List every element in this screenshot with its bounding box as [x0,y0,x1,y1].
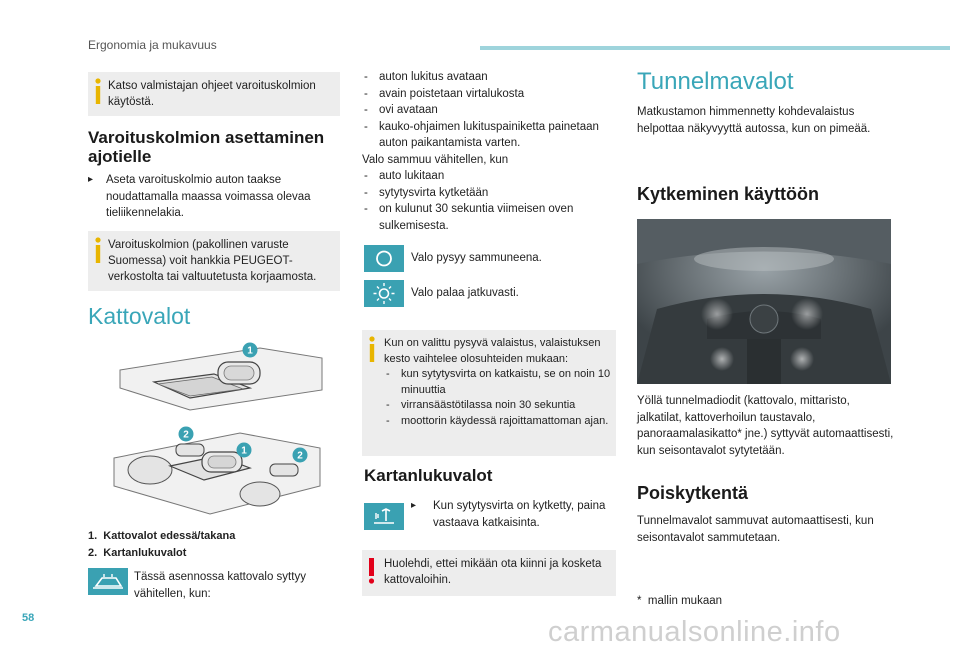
light-on-icon [364,280,404,307]
list-item: - ovi avataan [362,102,617,119]
badge-2 [179,427,194,442]
list-item: - kun sytytysvirta on katkaistu, se on noin 10 minuuttia [384,367,612,398]
light-off-icon [364,245,404,272]
duration-list [384,367,612,429]
page-number: 58 [22,612,35,624]
ceiling-lights-illustration [110,338,330,518]
list-item: - sytytysvirta kytketään [362,185,617,202]
svg-text:1: 1 [241,445,247,457]
light-off-text: Valo pysyy sammuneena. [411,252,542,264]
warning-note [362,550,616,596]
reading-light-icon [364,503,404,530]
ambient-lighting-photo [637,219,891,384]
watermark: carmanualsonline.info [548,616,841,648]
door-switch-icon [88,568,128,595]
list-item: - auto lukitaan [362,168,617,185]
list-item: - on kulunut 30 sekuntia viimeisen oven sulkemisesta. [362,201,617,234]
svg-text:1: 1 [247,345,253,357]
warning-triangle-heading: Varoituskolmion asettaminen ajotielle [88,128,325,166]
kytkeminen-text: Yöllä tunnelmadiodit (kattovalo, mittaristo, jalkatilat, kattoverhoilun taustavalo, panoraamalasikatto* jne.) syttyvät automaattisesti, kun seisontavalot sytytetään. [637,395,894,457]
exclamation-icon [368,558,375,584]
warning-text-block [88,172,338,222]
off-intro: Valo sammuu vähitellen, kun [362,153,509,166]
tunnel-text: Matkustamon himmennetty kohdevalaistus helpottaa näkyvyyttä autossa, kun on pimeää. [637,106,871,135]
section-header: Ergonomia ja mukavuus [88,38,217,52]
badge-1 [237,443,252,458]
kattovalot-title: Kattovalot [88,303,191,329]
reading-light-text-block [411,498,611,531]
info-note [88,72,340,116]
bullet-icon: ▸ [411,500,417,511]
duration-note [362,330,616,456]
list-item: - moottorin käydessä rajoittamattoman ajan. [384,414,612,430]
unlock-list-block [362,69,617,234]
list-item: - kauko-ohjaimen lukituspainiketta painetaan auton paikantamista varten. [362,119,617,152]
svg-text:2: 2 [297,450,303,462]
bullet-icon: ▸ [88,174,94,185]
note-text: Varoituskolmion (pakollinen varuste Suomessa) voit hankkia PEUGEOT-verkostolta tai valtuutetusta korjaamosta. [108,239,317,283]
reading-light-text: Kun sytytysvirta on kytketty, paina vastaava katkaisinta. [433,500,606,529]
header-bar [480,46,950,50]
note-text: Katso valmistajan ohjeet varoituskolmion käytöstä. [108,80,316,108]
note-intro: Kun on valittu pysyvä valaistus, valaistuksen kesto vaihtelee olosuhteiden mukaan: [384,337,601,365]
legend-item-1: 1. Kattovalot edessä/takana [88,530,236,542]
poiskytkenta-title: Poiskytkentä [637,483,749,503]
list-item: - virransäästötilassa noin 30 sekuntia [384,398,612,414]
badge-1 [243,343,258,358]
on-conditions-list [362,69,617,152]
info-note [88,231,340,291]
svg-text:2: 2 [183,429,189,441]
kartanlukuvalot-title: Kartanlukuvalot [364,466,493,485]
legend-item-2: 2. Kartanlukuvalot [88,547,187,559]
light-on-text: Valo palaa jatkuvasti. [411,287,519,299]
info-icon [95,78,101,104]
tunnelmavalot-title: Tunnelmavalot [637,68,794,95]
footnote: * mallin mukaan [637,595,723,607]
warning-text: Aseta varoituskolmio auton taakse noudattamalla maassa voimassa olevaa tieliikennelakia. [106,174,311,219]
info-icon [369,336,375,362]
position-text: Tässä asennossa kattovalo syttyy vähitellen, kun: [134,571,306,600]
poiskytkenta-text: Tunnelmavalot sammuvat automaattisesti, kun seisontavalot sammutetaan. [637,515,874,544]
list-item: - auton lukitus avataan [362,69,617,86]
info-icon [95,237,101,263]
badge-2 [293,448,308,463]
warning-text: Huolehdi, ettei mikään ota kiinni ja kosketa kattovaloihin. [384,558,602,586]
off-conditions-list [362,168,617,234]
kytkeminen-title: Kytkeminen käyttöön [637,184,820,204]
list-item: - avain poistetaan virtalukosta [362,86,617,103]
